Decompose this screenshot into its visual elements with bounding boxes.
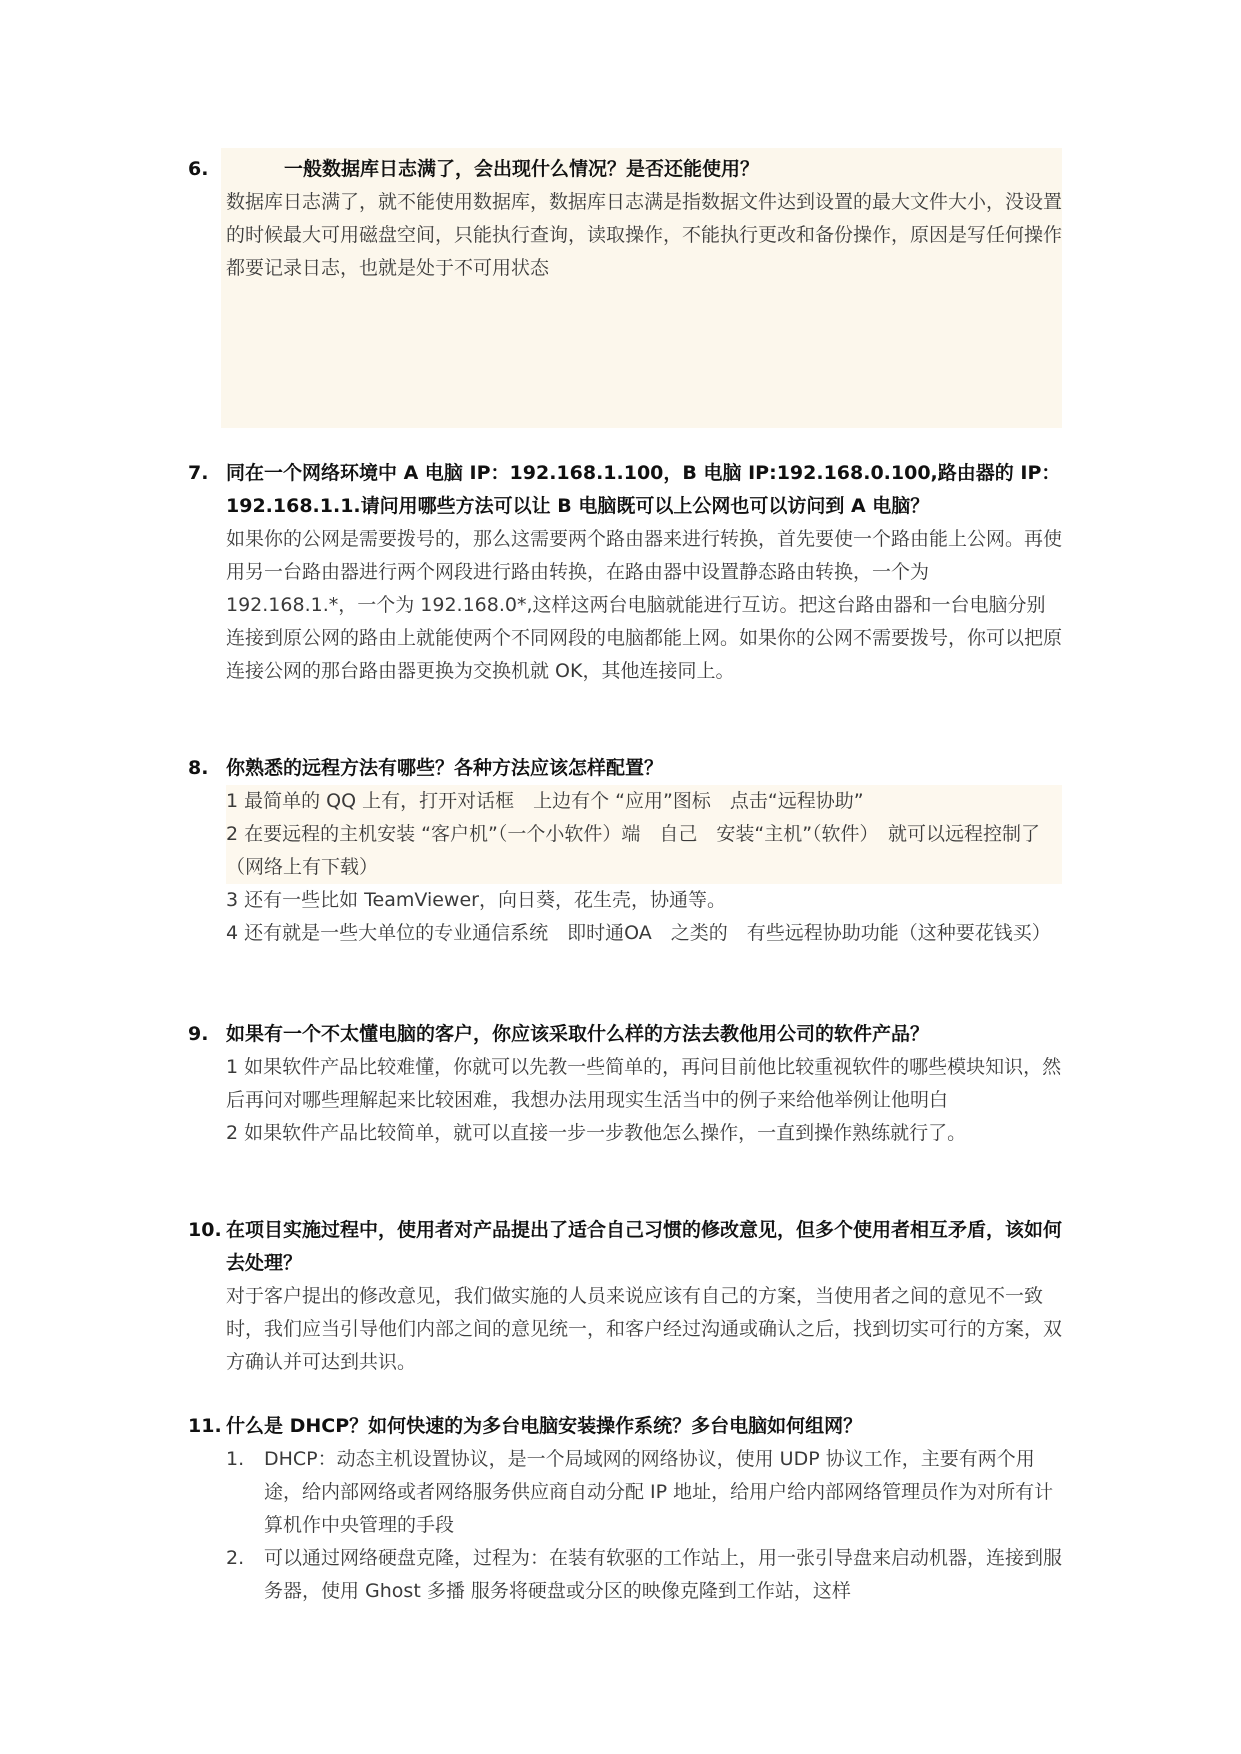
answer-line-1: 1 最简单的 QQ 上有，打开对话框 上边有个 “应用”图标 点击“远程协助” <box>226 785 1062 818</box>
question-10 <box>0 1214 1241 1379</box>
question-title <box>188 1410 1068 1443</box>
question-number: 10. <box>188 1219 222 1241</box>
answer-text: 对于客户提出的修改意见，我们做实施的人员来说应该有自己的方案，当使用者之间的意见不一致时，我们应当引导他们内部之间的意见统一，和客户经过沟通或确认之后，找到切实可行的方案，双方确认并可达到共识。 <box>226 1285 1063 1373</box>
question-number: 11. <box>188 1415 222 1437</box>
answer-text: 如果你的公网是需要拨号的，那么这需要两个路由器来进行转换，首先要使一个路由能上公网。再使用另一台路由器进行两个网段进行路由转换，在路由器中设置静态路由转换，一个为 192.168.1.*，一个为 192.168.0*,这样这两台电脑就能进行互访。把这台路由器和一台电脑分别连接到原公网的路由上就能使两个不同网段的电脑都能上网。如果你的公网不需要拨号，你可以把原连接公网的那台路由器更换为交换机就 OK，其他连接同上。 <box>226 528 1063 682</box>
answer-line-1: 1 如果软件产品比较难懂，你就可以先教一些简单的，再问目前他比较重视软件的哪些模块知识，然后再问对哪些理解起来比较困难，我想办法用现实生活当中的例子来给他举例让他明白 <box>226 1056 1062 1111</box>
list-item <box>226 1542 1066 1608</box>
question-9 <box>0 1018 1241 1150</box>
question-title <box>188 153 1068 186</box>
question-title <box>188 752 1068 785</box>
list-item-text: DHCP：动态主机设置协议，是一个局域网的网络协议，使用 UDP 协议工作，主要有两个用途，给内部网络或者网络服务供应商自动分配 IP 地址，给用户给内部网络管理员作为对所有计算机作中央管理的手段 <box>264 1448 1054 1536</box>
question-number: 9. <box>188 1023 209 1045</box>
question-number: 8. <box>188 757 209 779</box>
question-number: 6. <box>188 158 209 180</box>
answer-line-2: 2 如果软件产品比较简单，就可以直接一步一步教他怎么操作，一直到操作熟练就行了。 <box>226 1122 967 1144</box>
question-11 <box>0 1410 1241 1608</box>
list-item <box>226 1443 1066 1542</box>
answer-line-4: 4 还有就是一些大单位的专业通信系统 即时通OA 之类的 有些远程协助功能（这种要花钱买） <box>226 922 1051 944</box>
list-item-number: 1. <box>226 1448 245 1470</box>
question-text: 你熟悉的远程方法有哪些？各种方法应该怎样配置？ <box>226 757 664 779</box>
question-text: 什么是 DHCP？如何快速的为多台电脑安装操作系统？多台电脑如何组网？ <box>226 1415 863 1437</box>
question-title <box>188 1018 1068 1051</box>
question-title <box>188 1214 1068 1280</box>
question-title <box>188 457 1068 523</box>
answer-line-3: 3 还有一些比如 TeamViewer，向日葵，花生壳，协通等。 <box>226 889 726 911</box>
question-text: 在项目实施过程中，使用者对产品提出了适合自己习惯的修改意见，但多个使用者相互矛盾，该如何去处理？ <box>226 1219 1063 1274</box>
question-text: 如果有一个不太懂电脑的客户，你应该采取什么样的方法去教他用公司的软件产品？ <box>226 1023 930 1045</box>
question-number: 7. <box>188 462 209 484</box>
answer-text: 数据库日志满了，就不能使用数据库，数据库日志满是指数据文件达到设置的最大文件大小，没设置的时候最大可用磁盘空间，只能执行查询，读取操作，不能执行更改和备份操作，原因是写任何操作都要记录日志，也就是处于不可用状态 <box>226 191 1063 279</box>
list-item-text: 可以通过网络硬盘克隆，过程为：在装有软驱的工作站上，用一张引导盘来启动机器，连接到服务器，使用 Ghost 多播 服务将硬盘或分区的映像克隆到工作站，这样 <box>264 1547 1063 1602</box>
answer-line-2: 2 在要远程的主机安装 “客户机”（一个小软件）端 自己 安装“主机”（软件） 就可以远程控制了 （网络上有下载） <box>226 818 1062 884</box>
question-6 <box>0 153 1241 285</box>
question-7 <box>0 457 1241 688</box>
answer-list <box>226 1443 1066 1608</box>
question-text: 同在一个网络环境中 A 电脑 IP：192.168.1.100，B 电脑 IP:192.168.0.100,路由器的 IP：192.168.1.1.请问用哪些方法可以让 B 电脑既可以上公网也可以访问到 A 电脑？ <box>226 462 1061 517</box>
question-8 <box>0 752 1241 950</box>
question-text: 一般数据库日志满了，会出现什么情况？是否还能使用？ <box>284 158 760 180</box>
list-item-number: 2. <box>226 1547 245 1569</box>
